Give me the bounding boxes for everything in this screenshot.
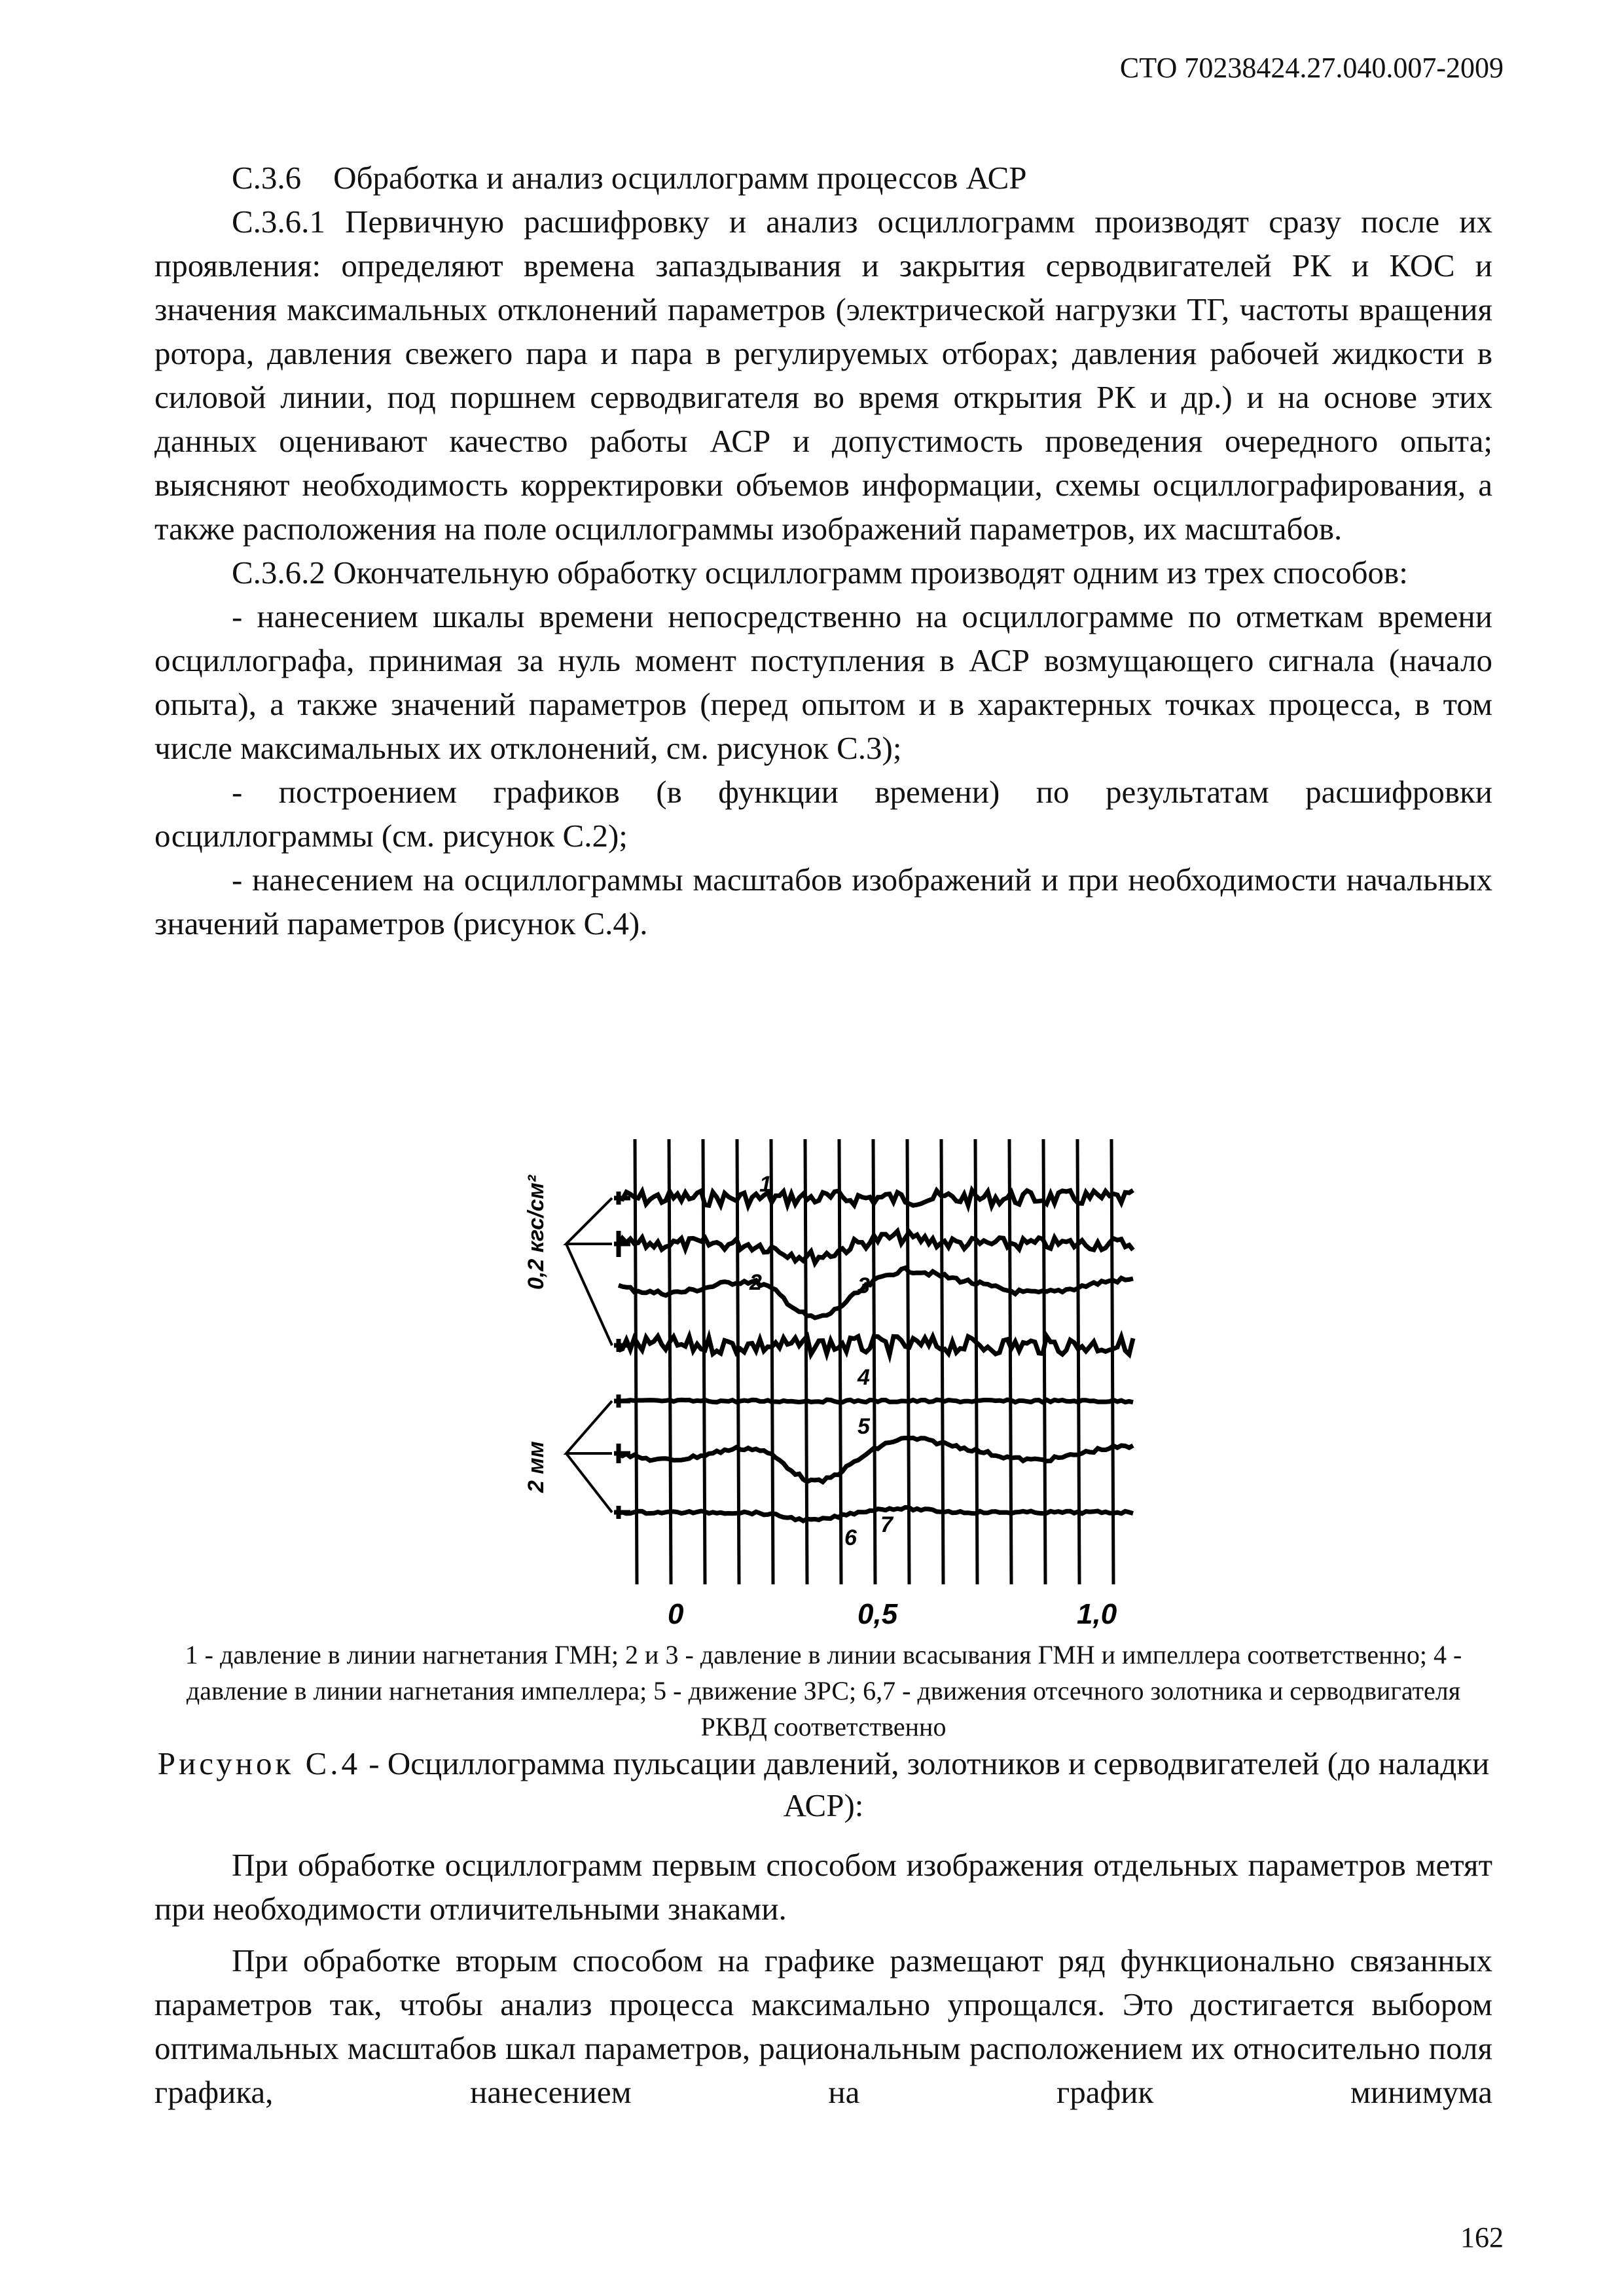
grid-line (1111, 1139, 1113, 1584)
curve-label-5: 5 (857, 1414, 870, 1439)
grid-line (941, 1139, 943, 1584)
oscillogram-trace-2 (619, 1231, 1133, 1264)
oscillogram-trace-5 (619, 1400, 1133, 1402)
scale-label-movement: 2 мм (524, 1441, 549, 1493)
scale-label-pressure: 0,2 кгс/см² (524, 1175, 549, 1290)
grid-line (669, 1139, 671, 1584)
document-code: СТО 70238424.27.040.007-2009 (1119, 52, 1504, 84)
grid-line (737, 1139, 739, 1584)
figure-legend: 1 - давление в линии нагнетания ГМН; 2 и 3 - давление в линии всасывания ГМН и импеллера соответственно; 4 - давление в линии нагнетания импеллера; 5 - движение ЗРС; 6,7 - движения отсечного золотника и серводвигателя РКВД соответственно (185, 1640, 1462, 1741)
figure-number: Рисунок С.4 (157, 1745, 361, 1781)
grid-line (975, 1139, 977, 1584)
curve-label-6: 6 (844, 1525, 857, 1550)
marker-4 (614, 1394, 630, 1408)
oscillogram-trace-1 (619, 1190, 1133, 1206)
curve-label-4: 4 (857, 1365, 870, 1390)
paragraph-c361: С.3.6.1 Первичную расшифровку и анализ осциллограмм производят сразу после их проявления: определяют времена запаздывания и закрытия серводвигателей РК и КОС и значения максимальных отклонений параметров (электрической нагрузки ТГ, частоты вращения ротора, давления свежего пара и пара в регулируемых отборах; давления рабочей жидкости в силовой линии, под поршнем серводвигателя во время открытия РК и др.) и на основе этих данных оценивают качество работы АСР и допустимость проведения очередного опыта; выясняют необходимость корректировки объемов информации, схемы осциллографирования, а также расположения на поле осциллограммы изображений параметров, их масштабов. (154, 204, 1492, 547)
marker-6 (614, 1506, 630, 1519)
paragraph-c362: С.3.6.2 Окончательную обработку осциллограмм производят одним из трех способов: (232, 555, 1408, 591)
bullet-time-scale: - нанесением шкалы времени непосредственно на осциллограмме по отметкам времени осциллографа, принимая за нуль момент поступления в АСР возмущающего сигнала (начало опыта), а также значений параметров (перед опытом и в характерных точках процесса, в том числе максимальных их отклонений, см. рисунок С.3); (154, 598, 1492, 766)
page-number: 162 (1460, 2221, 1504, 2253)
bullet-scales: - нанесением на осциллограммы масштабов изображений и при необходимости начальных значений параметров (рисунок С.4). (154, 862, 1492, 941)
marker-2 (614, 1231, 630, 1257)
bracket-bottom (566, 1401, 612, 1512)
curve-label-3: 3 (857, 1273, 870, 1298)
time-label-10: 1,0 (1077, 1598, 1117, 1630)
scale-markers (566, 1192, 630, 1519)
paragraph-second-method: При обработке вторым способом на графике размещают ряд функционально связанных параметров так, чтобы анализ процесса максимально упрощался. Это достигается выбором оптимальных масштабов шкал параметров, рациональным расположением их относительно поля графика, нанесением на график минимума (154, 1942, 1492, 2110)
time-label-05: 0,5 (857, 1598, 898, 1630)
bullet-graphs: - построением графиков (в функции времени) по результатам расшифровки осциллограммы (см. рисунок С.2); (154, 774, 1492, 854)
oscillogram-figure (504, 1113, 1149, 1630)
oscillogram-trace-4 (619, 1336, 1133, 1355)
figure-caption (154, 1743, 1492, 1827)
paragraph-first-method: При обработке осциллограмм первым способом изображения отдельных параметров метят при необходимости отличительными знаками. (154, 1847, 1492, 1927)
main-text-top (154, 156, 1492, 945)
curve-label-1: 1 (759, 1172, 772, 1197)
time-label-0: 0 (668, 1598, 684, 1630)
bracket-top (566, 1198, 612, 1345)
grid-line (1043, 1139, 1045, 1584)
curve-label-7: 7 (880, 1512, 893, 1537)
figure-title: - Осциллограмма пульсации давлений, золотников и серводвигателей (до наладки АСР): (361, 1745, 1490, 1823)
section-title: С.3.6 Обработка и анализ осциллограмм процессов АСР (232, 160, 1027, 196)
grid-line (1009, 1139, 1011, 1584)
curve-label-2: 2 (749, 1270, 762, 1295)
grid-line (1077, 1139, 1079, 1584)
marker-5 (614, 1444, 630, 1463)
grid-line (635, 1139, 637, 1584)
oscillogram-trace-3 (619, 1268, 1133, 1318)
main-text-bottom (154, 1843, 1492, 2114)
time-axis-labels (668, 1598, 1117, 1630)
